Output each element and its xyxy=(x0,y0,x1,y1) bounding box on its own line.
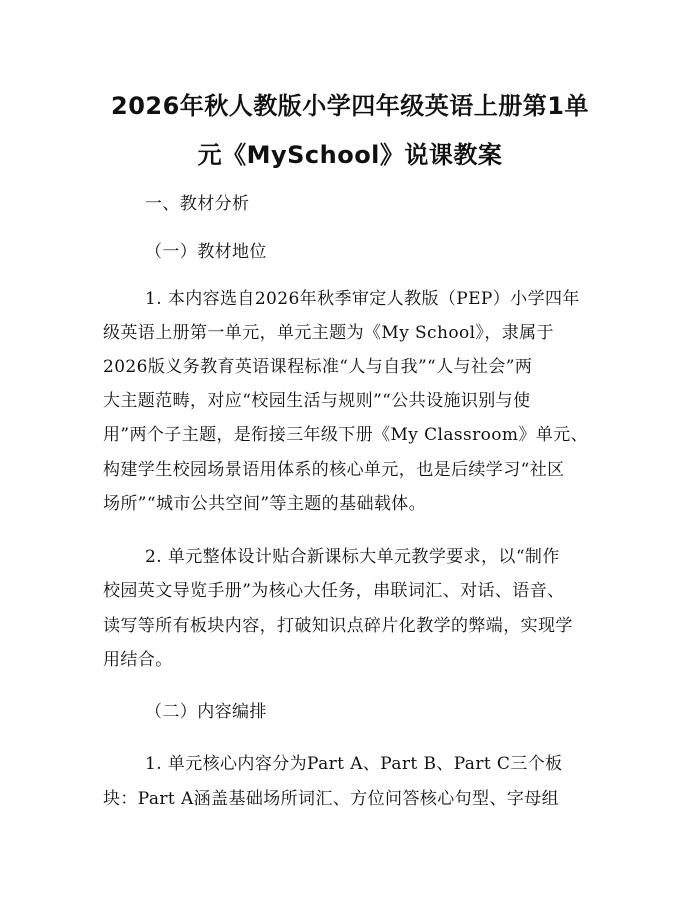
subsection-heading-textbook-position: （一）教材地位 xyxy=(145,242,267,262)
subsection-heading-content-arrangement: （二）内容编排 xyxy=(145,702,267,722)
paragraph-1-line: 1. 本内容选自2026年秋季审定人教版（PEP）小学四年 xyxy=(145,289,580,309)
paragraph-1-line: 构建学生校园场景语用体系的核心单元，也是后续学习“社区 xyxy=(103,460,565,480)
paragraph-1-line: 场所”“城市公共空间”等主题的基础载体。 xyxy=(103,494,427,514)
paragraph-2-line: 2. 单元整体设计贴合新课标大单元教学要求，以“制作 xyxy=(145,547,560,567)
paragraph-3-line: 1. 单元核心内容分为Part A、Part B、Part C三个板 xyxy=(145,754,563,774)
paragraph-2-line: 用结合。 xyxy=(103,650,173,670)
document-title-line-2: 元《MySchool》说课教案 xyxy=(197,141,503,169)
section-heading-textbook-analysis: 一、教材分析 xyxy=(145,194,250,214)
paragraph-3-line: 块：Part A涵盖基础场所词汇、方位问答核心句型、字母组 xyxy=(103,789,560,809)
paragraph-1-line: 用”两个子主题，是衔接三年级下册《My Classroom》单元、 xyxy=(103,425,589,445)
document-title-line-1: 2026年秋人教版小学四年级英语上册第1单 xyxy=(111,92,589,120)
paragraph-2-line: 读写等所有板块内容，打破知识点碎片化教学的弊端，实现学 xyxy=(103,616,573,636)
paragraph-1-line: 大主题范畴，对应“校园生活与规则”“公共设施识别与使 xyxy=(103,391,531,411)
paragraph-1-line: 2026版义务教育英语课程标准“人与自我”“人与社会”两 xyxy=(103,357,533,377)
paragraph-2-line: 校园英文导览手册”为核心大任务，串联词汇、对话、语音、 xyxy=(103,581,565,601)
paragraph-1-line: 级英语上册第一单元，单元主题为《My School》，隶属于 xyxy=(103,323,554,343)
